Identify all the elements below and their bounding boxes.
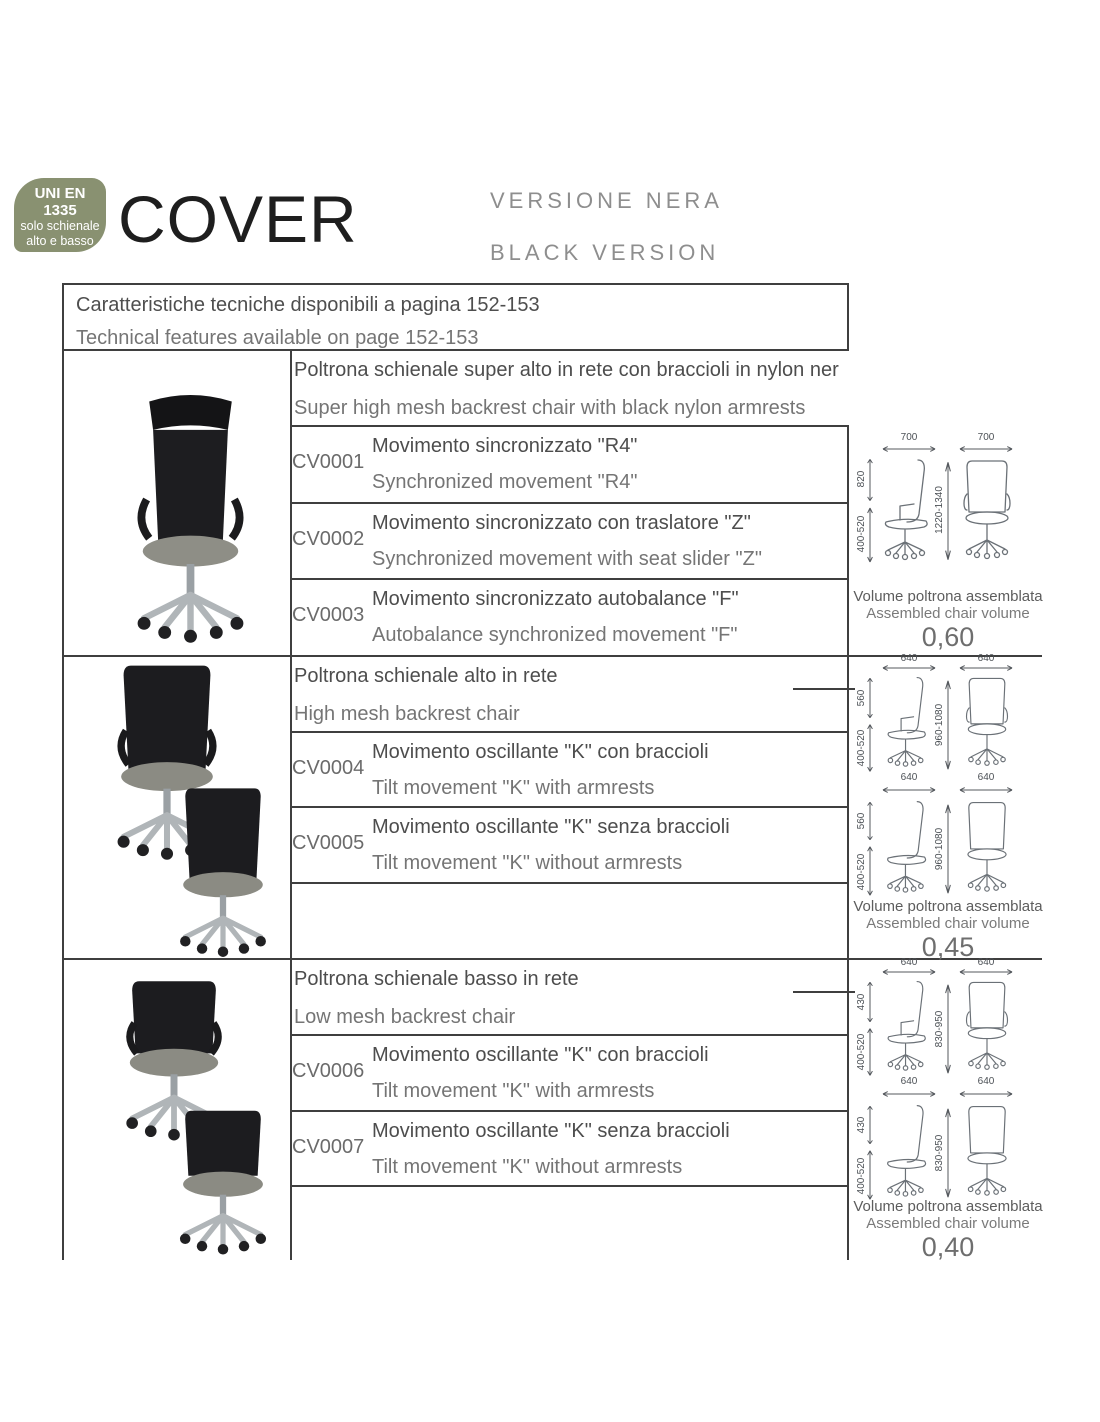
volume-label-english: Assembled chair volume [866, 1215, 1030, 1232]
dimension-label-back-height: 430 [856, 993, 867, 1011]
section-header-italian: Poltrona schienale basso in rete [294, 968, 579, 990]
dimension-arrow-icon [960, 788, 1012, 793]
dimension-arrow-icon [946, 681, 951, 769]
product-description-italian: Movimento sincronizzato "R4" [372, 435, 638, 457]
uni-en-1335-badge [14, 178, 106, 252]
dimension-arrow-icon [868, 678, 873, 718]
chair-side-diagram-icon [888, 982, 925, 1071]
product-description-english: Synchronized movement with seat slider "Z" [372, 548, 762, 570]
table-border [793, 991, 855, 993]
dimension-arrow-icon [868, 802, 873, 840]
volume-block [848, 898, 1048, 961]
chair-side-diagram-icon [888, 678, 925, 767]
volume-value: 0,40 [921, 1232, 975, 1262]
dimension-label-total-height: 830-950 [934, 1134, 945, 1172]
product-code: CV0004 [292, 757, 365, 779]
dimension-label-base-width: 640 [900, 772, 918, 783]
product-code: CV0002 [292, 528, 365, 550]
dimension-label-total-height: 960-1080 [934, 827, 945, 871]
product-name-title: COVER [118, 182, 358, 256]
volume-label-italian: Volume poltrona assemblata [853, 588, 1043, 605]
dimension-arrow-icon [868, 1106, 873, 1144]
product-description-english: Tilt movement "K" without armrests [372, 1156, 683, 1178]
version-heading-italian: VERSIONE NERA [490, 188, 723, 213]
product-code: CV0001 [292, 451, 365, 473]
badge-line: alto e basso [26, 234, 94, 248]
dimension-diagram [856, 796, 1041, 908]
volume-block [848, 1198, 1048, 1261]
dimension-label-seat-height: 400-520 [856, 1157, 867, 1195]
table-border [290, 1185, 849, 1187]
section-header-english: Low mesh backrest chair [294, 1006, 516, 1028]
section-header-italian: Poltrona schienale alto in rete [294, 665, 558, 687]
dimension-arrow-icon [883, 666, 935, 671]
dimension-arrow-icon [868, 725, 873, 772]
dimension-arrow-icon [868, 982, 873, 1022]
volume-value: 0,45 [921, 932, 975, 962]
product-description-italian: Movimento sincronizzato autobalance "F" [372, 588, 739, 610]
volume-block [848, 588, 1048, 651]
dimension-arrow-icon [960, 970, 1012, 975]
product-description-italian: Movimento oscillante "K" con braccioli [372, 741, 709, 763]
dimension-arrow-icon [883, 1092, 935, 1097]
dimension-arrow-icon [868, 459, 873, 500]
dimension-label-width-side: 700 [900, 432, 918, 443]
section-header-italian: Poltrona schienale super alto in rete con braccioli in nylon ner [294, 359, 839, 381]
chair-front-diagram-icon [968, 803, 1006, 892]
dimension-arrow-icon [946, 805, 951, 893]
table-border [62, 349, 849, 351]
product-description-italian: Movimento oscillante "K" senza braccioli [372, 816, 730, 838]
chair-side-diagram-icon [888, 1106, 926, 1196]
table-border [290, 882, 849, 884]
dimension-label-width-front: 640 [977, 653, 995, 664]
product-description-italian: Movimento sincronizzato con traslatore "Z" [372, 512, 751, 534]
dimension-label-seat-height: 400-520 [856, 515, 867, 553]
chair-front-diagram-icon [967, 982, 1008, 1069]
dimension-label-width-front: 700 [977, 432, 995, 443]
dimension-arrow-icon [960, 447, 1012, 452]
chair-front-diagram-icon [968, 1107, 1006, 1196]
dimension-arrow-icon [946, 985, 951, 1073]
product-code: CV0003 [292, 604, 365, 626]
table-border [290, 425, 849, 427]
dimension-arrow-icon [960, 666, 1012, 671]
product-description-english: Tilt movement "K" with armrests [372, 777, 655, 799]
volume-value: 0,60 [921, 622, 975, 652]
chair-photo-superhigh-armrests [108, 386, 273, 644]
dimension-label-seat-height: 400-520 [856, 1033, 867, 1071]
dimension-arrow-icon [868, 847, 873, 896]
badge-line: solo schienale [20, 219, 100, 233]
table-border [62, 283, 849, 285]
section-header-english: High mesh backrest chair [294, 703, 520, 725]
dimension-arrow-icon [868, 1029, 873, 1076]
dimension-arrow-icon [883, 447, 935, 452]
table-border [290, 502, 849, 504]
table-border [847, 425, 849, 1260]
product-description-english: Synchronized movement "R4" [372, 471, 638, 493]
section-header-english: Super high mesh backrest chair with black nylon armrests [294, 397, 806, 419]
dimension-arrow-icon [960, 1092, 1012, 1097]
table-border [290, 806, 849, 808]
volume-label-english: Assembled chair volume [866, 915, 1030, 932]
dimension-arrow-icon [946, 1109, 951, 1197]
dimension-arrow-icon [868, 1151, 873, 1200]
chair-photo-high-no-armrests [158, 780, 288, 958]
table-border [847, 283, 849, 349]
chair-side-diagram-icon [885, 460, 927, 560]
dimension-arrow-icon [883, 788, 935, 793]
dimension-diagram [856, 432, 1041, 588]
dimension-label-base-width: 640 [900, 1076, 918, 1087]
table-border [290, 1110, 849, 1112]
dimension-label-back-height: 820 [856, 470, 867, 488]
dimension-arrow-icon [883, 970, 935, 975]
product-description-italian: Movimento oscillante "K" con braccioli [372, 1044, 709, 1066]
dimension-label-seat-height: 400-520 [856, 729, 867, 767]
volume-label-english: Assembled chair volume [866, 605, 1030, 622]
product-code: CV0007 [292, 1136, 365, 1158]
volume-label-italian: Volume poltrona assemblata [853, 898, 1043, 915]
table-border [793, 688, 855, 690]
chair-side-diagram-icon [888, 802, 926, 892]
product-description-english: Tilt movement "K" without armrests [372, 852, 683, 874]
dimension-label-back-height: 560 [856, 812, 867, 830]
dimension-diagram [856, 653, 1041, 796]
dimension-label-total-height: 960-1080 [934, 703, 945, 747]
product-code: CV0006 [292, 1060, 365, 1082]
dimension-label-total-height: 830-950 [934, 1010, 945, 1048]
dimension-label-width-side: 640 [900, 653, 918, 664]
dimension-label-seat-height: 400-520 [856, 853, 867, 891]
product-description-english: Tilt movement "K" with armrests [372, 1080, 655, 1102]
table-border [290, 1034, 849, 1036]
product-code: CV0005 [292, 832, 365, 854]
dimension-diagram [856, 957, 1041, 1100]
volume-label-italian: Volume poltrona assemblata [853, 1198, 1043, 1215]
chair-front-diagram-icon [967, 678, 1008, 765]
technical-features-note-italian: Caratteristiche tecniche disponibili a pagina 152-153 [76, 294, 540, 316]
dimension-label-base-width: 640 [977, 1076, 995, 1087]
product-description-italian: Movimento oscillante "K" senza braccioli [372, 1120, 730, 1142]
badge-line: 1335 [43, 202, 77, 219]
dimension-label-back-height: 560 [856, 689, 867, 707]
dimension-diagram [856, 1100, 1041, 1212]
table-border [290, 578, 849, 580]
dimension-label-width-side: 640 [900, 957, 918, 968]
badge-line: UNI EN [34, 185, 86, 202]
product-description-english: Autobalance synchronized movement "F" [372, 624, 738, 646]
dimension-label-width-front: 640 [977, 957, 995, 968]
version-heading-english: BLACK VERSION [490, 240, 720, 265]
dimension-label-total-height: 1220-1340 [934, 486, 945, 534]
table-border [62, 283, 64, 1260]
chair-photo-low-no-armrests [160, 1102, 286, 1258]
chair-front-diagram-icon [964, 461, 1010, 559]
table-border [290, 731, 849, 733]
table-border [290, 349, 292, 1260]
dimension-label-base-width: 640 [977, 772, 995, 783]
technical-features-note-english: Technical features available on page 152-153 [76, 327, 479, 349]
dimension-label-back-height: 430 [856, 1116, 867, 1134]
dimension-arrow-icon [946, 462, 951, 559]
dimension-arrow-icon [868, 508, 873, 562]
